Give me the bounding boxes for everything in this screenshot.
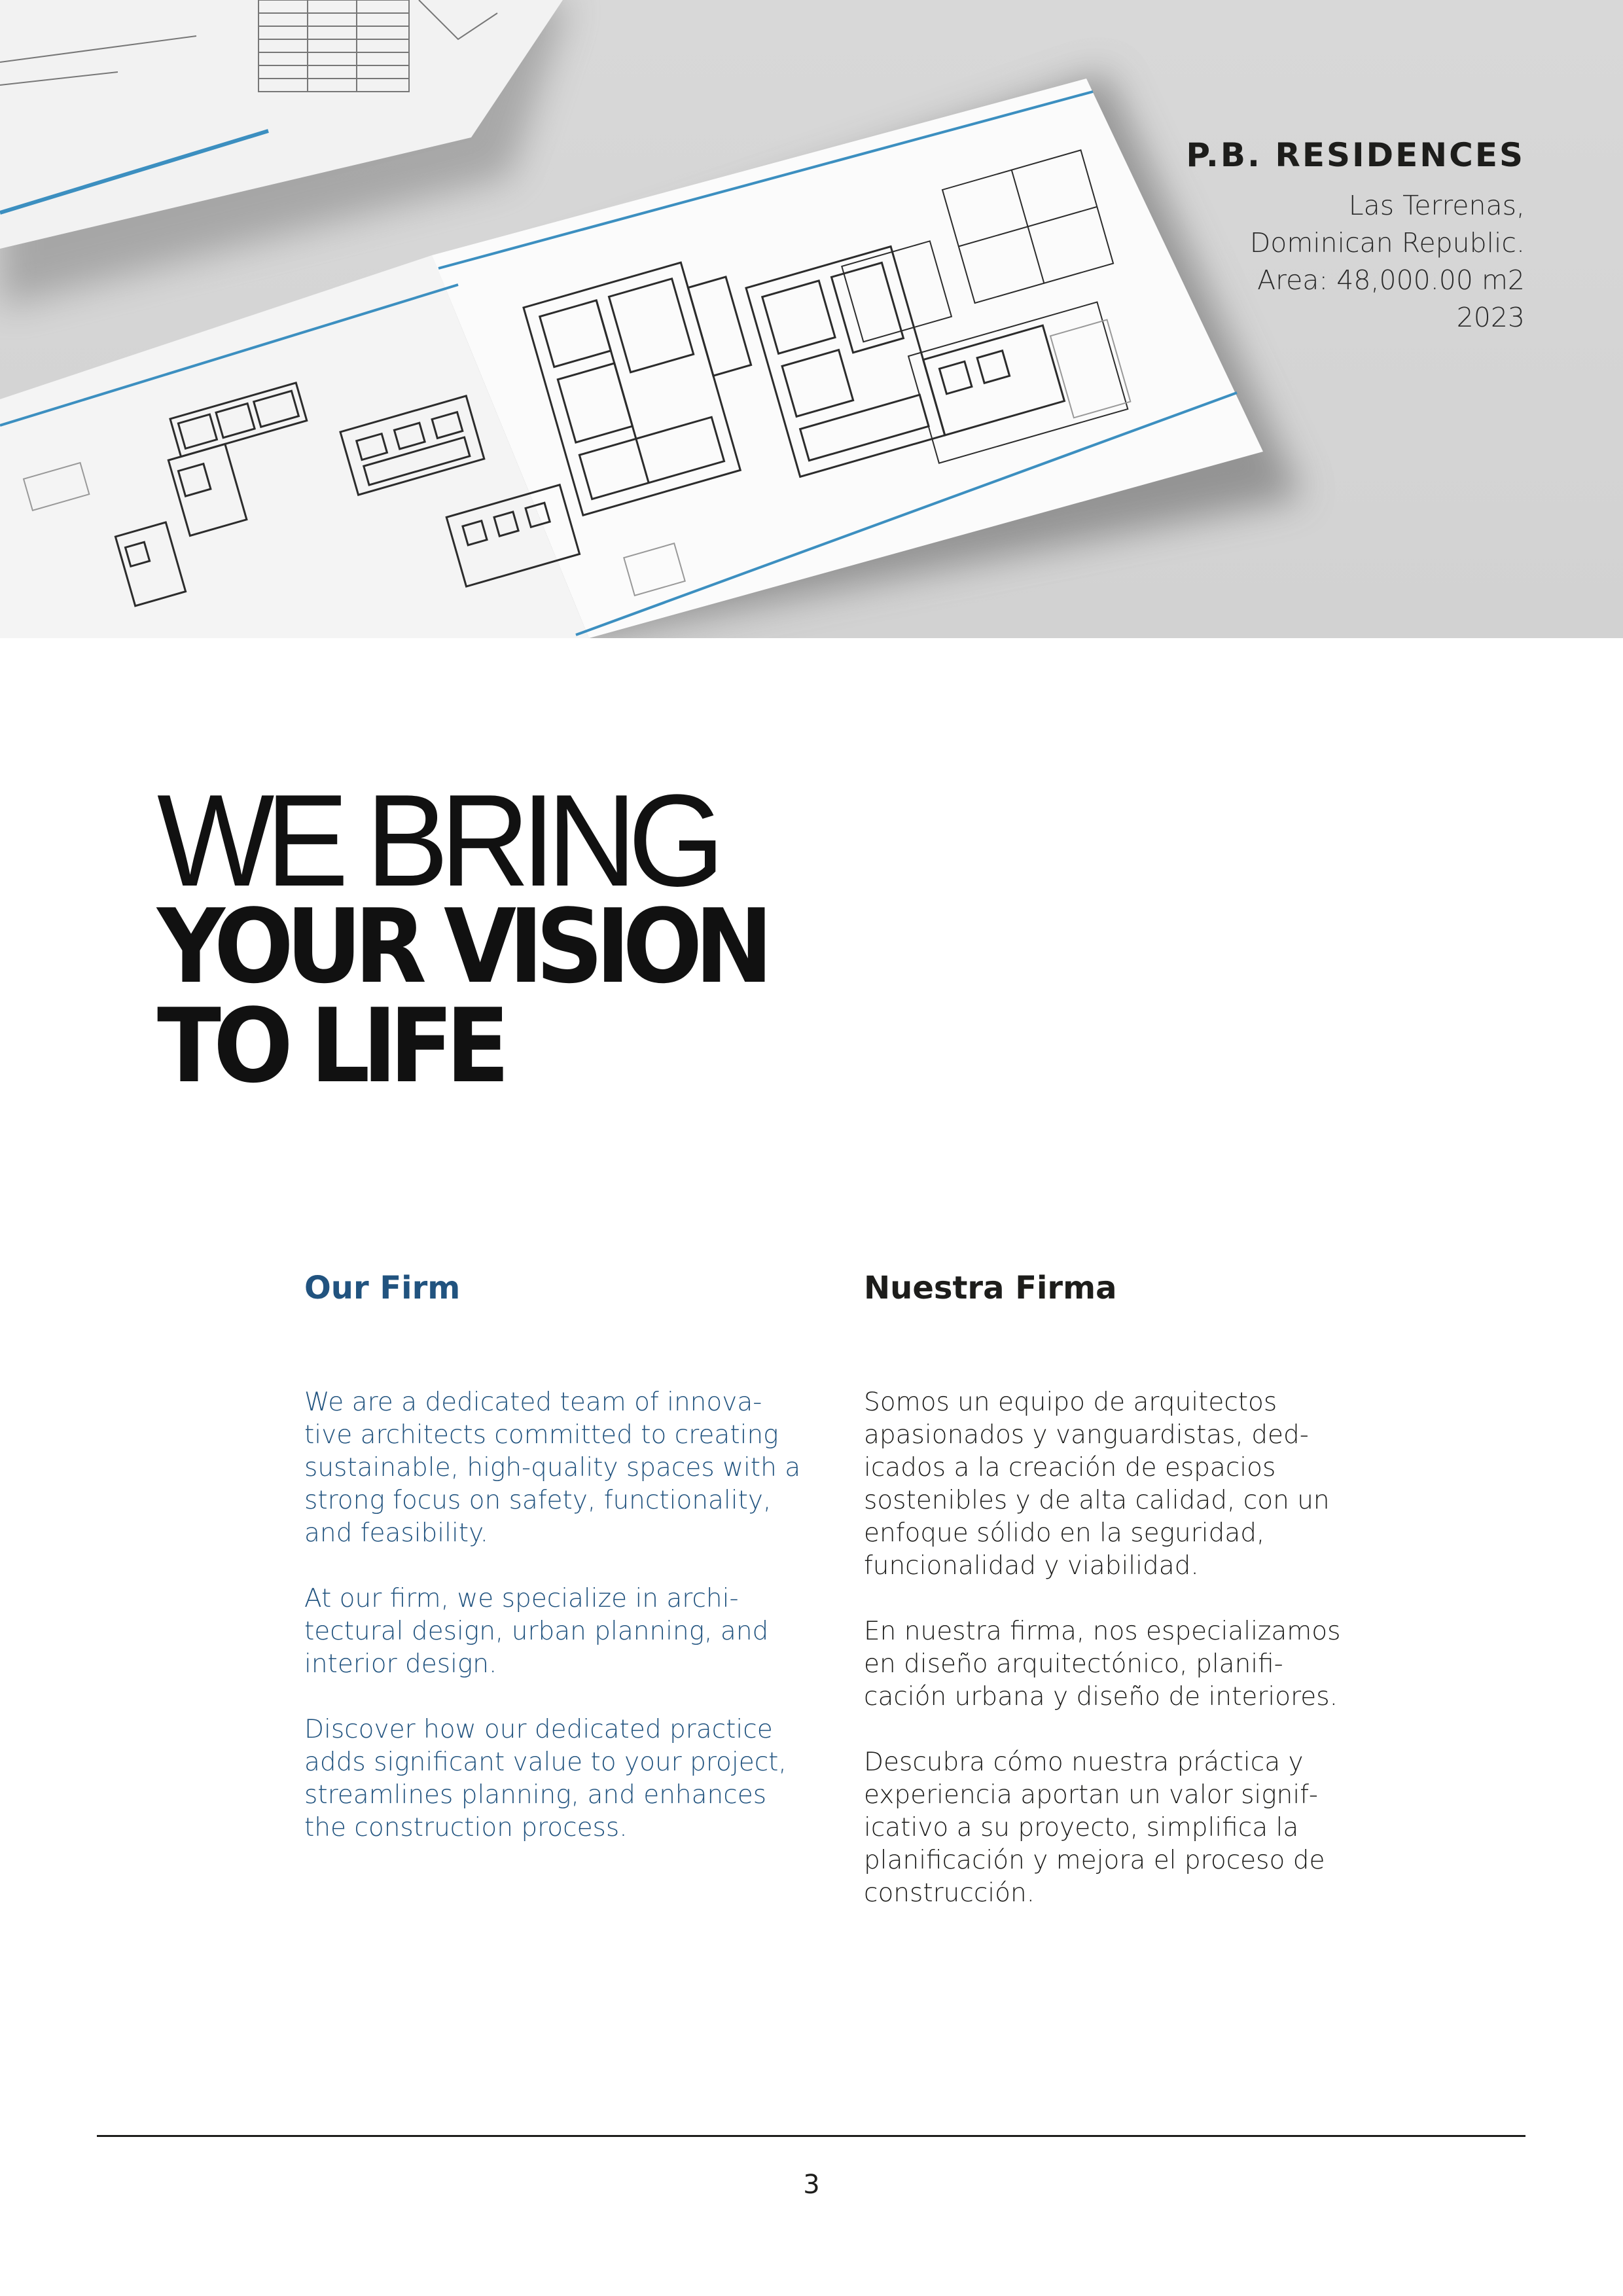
footer-divider bbox=[97, 2135, 1525, 2137]
project-name: P.B. RESIDENCES bbox=[1186, 136, 1525, 174]
hero-image bbox=[0, 0, 1623, 638]
page-number: 3 bbox=[803, 2170, 820, 2200]
spanish-paragraph-1: Somos un equipo de arquitectos apasionados y vanguardistas, ded-icados a la creación de espacios sostenibles y de alta calidad, con un enfoque sólido en la seguridad, funcionalidad y viabilidad. bbox=[864, 1388, 1330, 1581]
english-paragraph-3: Discover how our dedicated practice adds significant value to your project, streamlines planning, and enhances the construction process. bbox=[304, 1715, 787, 1842]
spanish-title: Nuestra Firma bbox=[864, 1270, 1117, 1306]
project-location-city: Las Terrenas, bbox=[1348, 190, 1525, 221]
headline bbox=[157, 768, 818, 1105]
english-paragraph-2: At our firm, we specialize in archi-tectural design, urban planning, and interior design. bbox=[304, 1584, 769, 1679]
spanish-paragraph-3: Descubra cómo nuestra práctica y experiencia aportan un valor signif-icativo a su proyecto, simplifica la planificación y mejora el proceso de construcción. bbox=[864, 1748, 1325, 1908]
spanish-paragraph-2: En nuestra firma, nos especializamos en diseño arquitectónico, planifi-cación urbana y diseño de interiores. bbox=[864, 1617, 1341, 1712]
project-year: 2023 bbox=[1456, 302, 1525, 333]
english-title: Our Firm bbox=[304, 1270, 461, 1306]
english-column bbox=[304, 1270, 802, 1877]
headline-line-1: WE BRING bbox=[157, 768, 717, 914]
project-location-country: Dominican Republic. bbox=[1249, 227, 1525, 259]
headline-line-2: YOUR VISION bbox=[157, 887, 766, 1006]
project-info bbox=[1186, 136, 1525, 336]
english-paragraph-1: We are a dedicated team of innova-tive architects committed to creating sustainable, high-quality spaces with a strong focus on safety, functionality, and feasibility. bbox=[304, 1388, 801, 1548]
headline-line-3: TO LIFE bbox=[157, 986, 503, 1105]
spanish-column bbox=[864, 1270, 1361, 1943]
project-area: Area: 48,000.00 m2 bbox=[1257, 264, 1525, 296]
